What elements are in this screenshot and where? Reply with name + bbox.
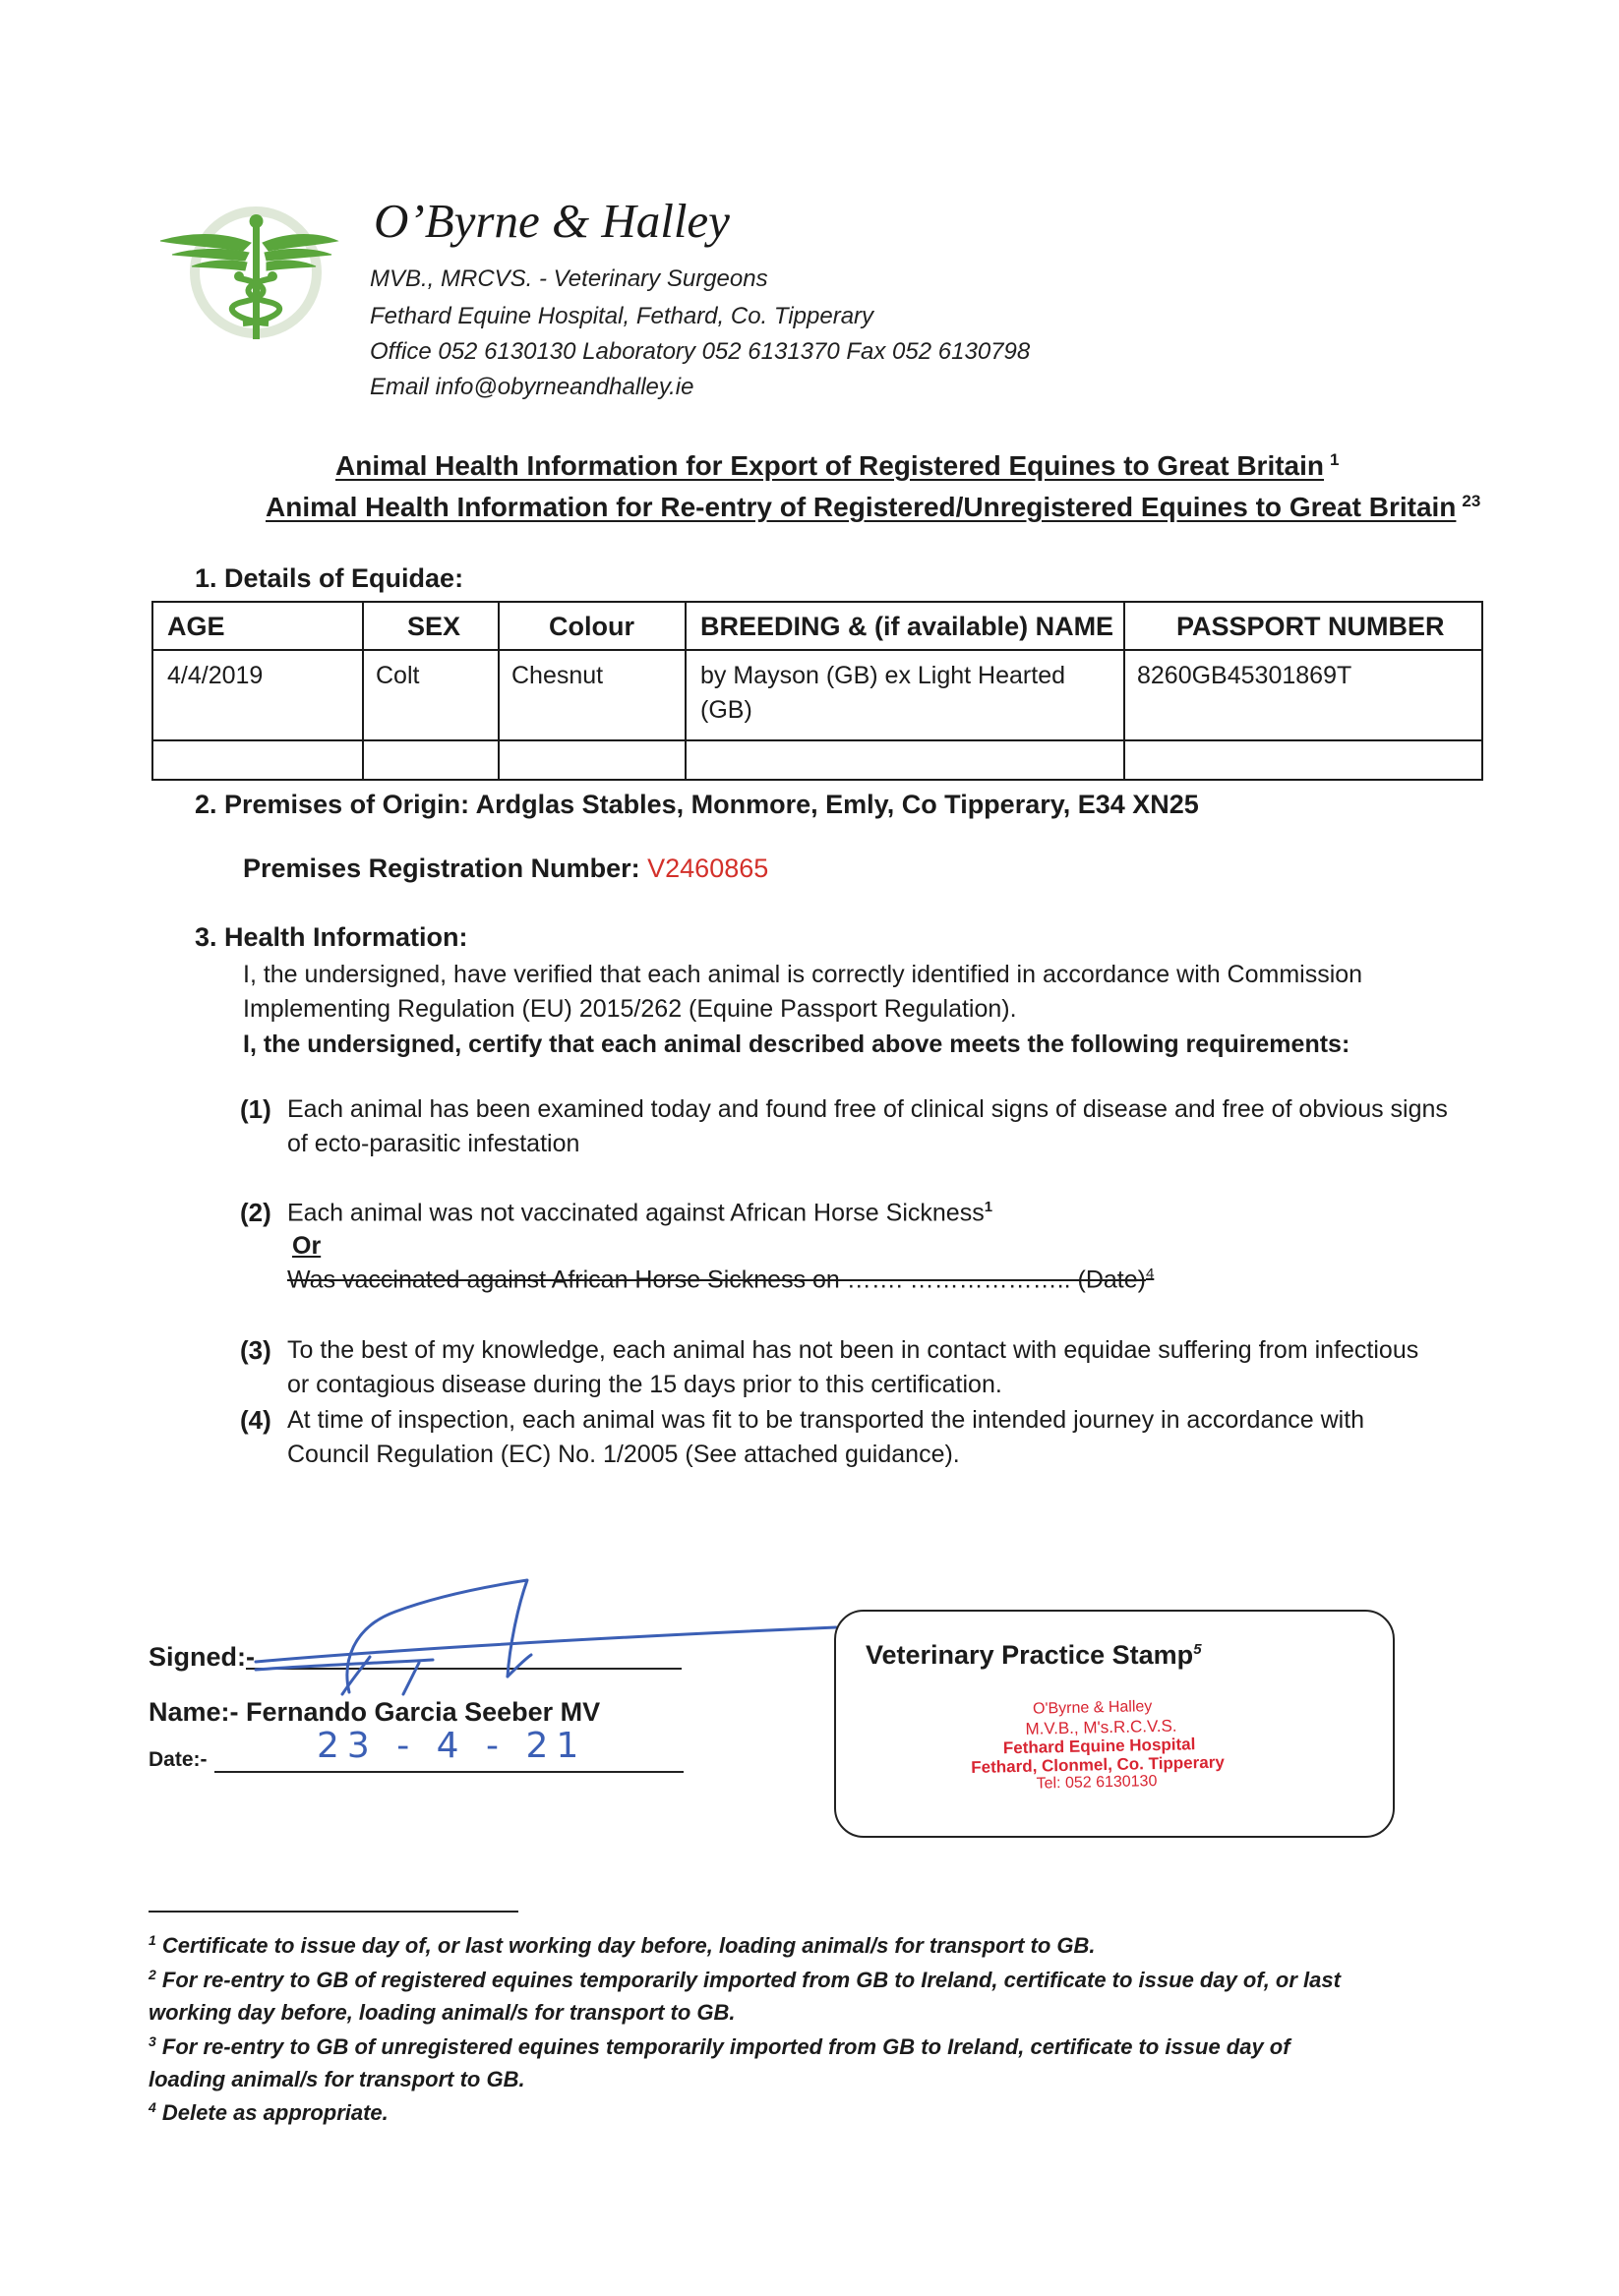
footnote-text: For re-entry to GB of unregistered equines temporarily imported from GB to Ireland, certificate to issue day of xyxy=(161,2034,1290,2059)
item-text: To the best of my knowledge, each animal has not been in contact with equidae suffering from infectious xyxy=(287,1336,1419,1364)
table-header-sex: SEX xyxy=(407,612,461,641)
footnote-4 xyxy=(149,2099,389,2126)
cell-breeding-line1: by Mayson (GB) ex Light Hearted xyxy=(700,662,1065,689)
caduceus-icon xyxy=(152,202,339,349)
footnote-text: Certificate to issue day of, or last working day before, loading animal/s for transport to GB. xyxy=(161,1933,1096,1958)
item-text-ref: 1 xyxy=(984,1199,993,1215)
section2-heading: 2. Premises of Origin: Ardglas Stables, Monmore, Emly, Co Tipperary, E34 XN25 xyxy=(195,790,1199,819)
title-reentry xyxy=(266,492,1480,523)
item-text: At time of inspection, each animal was fit to be transported the intended journey in accordance with xyxy=(287,1406,1365,1434)
footnote-ref: 3 xyxy=(149,2033,156,2049)
item-text: of ecto-parasitic infestation xyxy=(287,1130,580,1157)
footnote-ref: 4 xyxy=(149,2099,156,2115)
struck-text: Was vaccinated against African Horse Sickness on ……. ……………….. (Date) xyxy=(287,1266,1146,1294)
practice-stamp-impression xyxy=(968,1696,1255,1810)
struck-vaccination-line xyxy=(287,1266,1154,1294)
firm-qualifications: MVB., MRCVS. - Veterinary Surgeons xyxy=(370,265,768,292)
footnote-2 xyxy=(149,1967,1341,1993)
firm-address: Fethard Equine Hospital, Fethard, Co. Tipperary xyxy=(370,303,874,329)
or-label: Or xyxy=(292,1232,322,1260)
footnote-text: For re-entry to GB of registered equines temporarily imported from GB to Ireland, certificate to issue day of, or last xyxy=(161,1968,1341,1992)
item-text-main: Each animal was not vaccinated against African Horse Sickness xyxy=(287,1199,985,1227)
item-number: (1) xyxy=(240,1094,271,1124)
footnote-2-continued: working day before, loading animal/s for transport to GB. xyxy=(149,2000,736,2025)
firm-name: O’Byrne & Halley xyxy=(374,194,730,248)
cell-age: 4/4/2019 xyxy=(167,662,264,689)
equidae-table xyxy=(151,601,1483,781)
item-number: (2) xyxy=(240,1198,271,1227)
struck-ref: 4 xyxy=(1145,1266,1155,1282)
table-header-colour: Colour xyxy=(549,612,634,641)
footnote-ref: 1 xyxy=(149,1932,156,1948)
stamp-title-ref: 5 xyxy=(1193,1641,1202,1658)
section3-heading: 3. Health Information: xyxy=(195,922,468,952)
stamp-line: Tel: 052 6130130 xyxy=(1036,1773,1158,1793)
signatory-name: Name:- Fernando Garcia Seeber MV xyxy=(149,1697,601,1727)
section1-heading: 1. Details of Equidae: xyxy=(195,563,464,593)
item-number: (4) xyxy=(240,1405,271,1435)
item-text xyxy=(287,1199,992,1227)
table-header-breeding: BREEDING & (if available) NAME xyxy=(700,612,1114,641)
cell-passport: 8260GB45301869T xyxy=(1137,662,1352,689)
certify-statement: I, the undersigned, certify that each animal described above meets the following requirements: xyxy=(243,1030,1350,1058)
item-text: Council Regulation (EC) No. 1/2005 (See attached guidance). xyxy=(287,1441,960,1468)
stamp-title-text: Veterinary Practice Stamp xyxy=(866,1640,1194,1670)
item-text: Each animal has been examined today and found free of clinical signs of disease and free of obvious signs xyxy=(287,1095,1448,1123)
stamp-line: O'Byrne & Halley xyxy=(1032,1698,1153,1718)
stamp-line: Fethard Equine Hospital xyxy=(1002,1735,1196,1758)
date-line xyxy=(214,1771,684,1773)
handwritten-signature xyxy=(236,1568,846,1706)
table-header-age: AGE xyxy=(167,612,225,641)
premises-registration-number: V2460865 xyxy=(647,854,769,883)
footnote-3-continued: loading animal/s for transport to GB. xyxy=(149,2067,525,2091)
title-export-text: Animal Health Information for Export of Registered Equines to Great Britain xyxy=(335,450,1325,481)
signed-label: Signed:- xyxy=(149,1642,255,1672)
premises-registration-label: Premises Registration Number: xyxy=(243,854,640,883)
cell-sex: Colt xyxy=(376,662,420,689)
firm-email: Email info@obyrneandhalley.ie xyxy=(370,374,694,400)
footnote-ref: 2 xyxy=(149,1967,156,1982)
table-header-passport: PASSPORT NUMBER xyxy=(1176,612,1445,641)
date-label: Date:- xyxy=(149,1748,208,1771)
handwritten-date: 23 - 4 - 21 xyxy=(317,1726,587,1766)
verify-line2: Implementing Regulation (EU) 2015/262 (Equine Passport Regulation). xyxy=(243,995,1017,1023)
cell-breeding-line2: (GB) xyxy=(700,696,752,724)
premises-registration xyxy=(243,854,768,884)
cell-colour: Chesnut xyxy=(511,662,604,689)
firm-phones: Office 052 6130130 Laboratory 052 6131370 Fax 052 6130798 xyxy=(370,338,1031,365)
title-reentry-text: Animal Health Information for Re-entry of Registered/Unregistered Equines to Great Britain xyxy=(266,492,1457,522)
verify-line1: I, the undersigned, have verified that each animal is correctly identified in accordance with Commission xyxy=(243,961,1363,988)
title-export xyxy=(335,450,1339,482)
item-number: (3) xyxy=(240,1335,271,1365)
stamp-line: Fethard, Clonmel, Co. Tipperary xyxy=(971,1752,1225,1777)
footnote-divider xyxy=(149,1911,518,1913)
footnote-3 xyxy=(149,2033,1290,2060)
title-export-ref: 1 xyxy=(1330,450,1340,469)
footnote-1 xyxy=(149,1932,1096,1959)
stamp-title xyxy=(866,1640,1202,1671)
stamp-line: M.V.B., M's.R.C.V.S. xyxy=(1025,1716,1177,1738)
item-text: or contagious disease during the 15 days prior to this certification. xyxy=(287,1371,1002,1398)
footnote-text: Delete as appropriate. xyxy=(161,2100,389,2125)
title-reentry-ref: 23 xyxy=(1462,492,1481,510)
